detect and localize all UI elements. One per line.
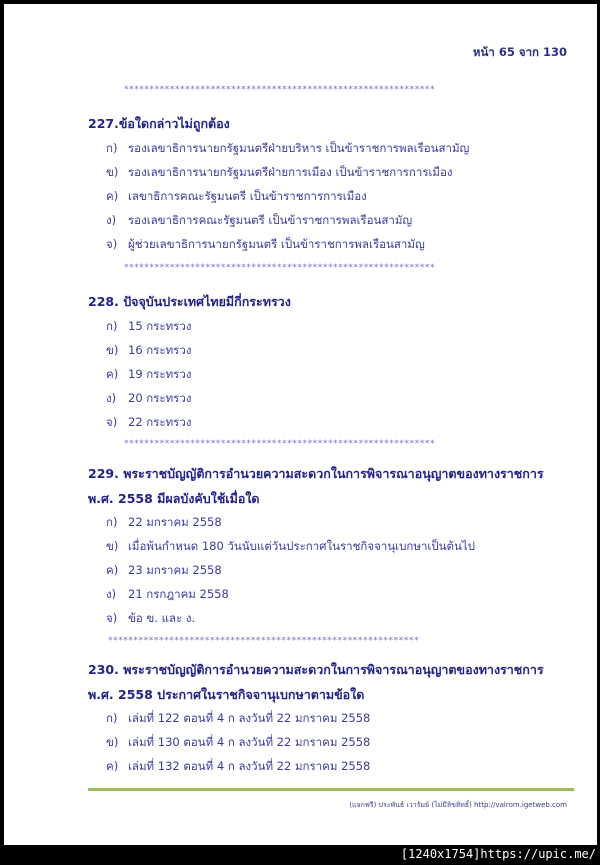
option: ง) 21 กรกฎาคม 2558: [106, 587, 229, 601]
option: ง) รองเลขาธิการคณะรัฐมนตรี เป็นข้าราชการพลเรือนสามัญ: [106, 213, 413, 227]
option: จ) ผู้ช่วยเลขาธิการนายกรัฐมนตรี เป็นข้าราชการพลเรือนสามัญ: [106, 237, 425, 251]
question-229-title-line2: พ.ศ. 2558 มีผลบังคับใช้เมื่อใด: [88, 491, 260, 506]
option: ค) เลขาธิการคณะรัฐมนตรี เป็นข้าราชการการเมือง: [106, 189, 367, 203]
separator: *************************************************************: [124, 85, 436, 95]
option: ก) 22 มกราคม 2558: [106, 515, 222, 529]
question-230-title-line1: 230. พระราชบัญญัติการอำนวยความสะดวกในการพิจารณาอนุญาตของทางราชการ: [88, 662, 544, 677]
question-229-title-line1: 229. พระราชบัญญัติการอำนวยความสะดวกในการพิจารณาอนุญาตของทางราชการ: [88, 466, 544, 481]
watermark: [1240x1754]https://upic.me/: [400, 847, 596, 861]
option: ค) 23 มกราคม 2558: [106, 563, 222, 577]
separator: *************************************************************: [108, 636, 420, 646]
separator: *************************************************************: [124, 439, 436, 449]
option: จ) ข้อ ข. และ ง.: [106, 611, 196, 625]
option: จ) 22 กระทรวง: [106, 415, 192, 429]
option: ข) รองเลขาธิการนายกรัฐมนตรีฝ่ายการเมือง เป็นข้าราชการการเมือง: [106, 165, 453, 179]
page-indicator: หน้า 65 จาก 130: [472, 45, 567, 59]
option: ข) เล่มที่ 130 ตอนที่ 4 ก ลงวันที่ 22 มกราคม 2558: [106, 735, 371, 749]
option: ก) 15 กระทรวง: [106, 319, 192, 333]
option: ข) 16 กระทรวง: [106, 343, 192, 357]
separator: *************************************************************: [124, 263, 436, 273]
question-228-title: 228. ปัจจุบันประเทศไทยมีกี่กระทรวง: [88, 294, 291, 309]
question-230-title-line2: พ.ศ. 2558 ประกาศในราชกิจจานุเบกษาตามข้อใด: [88, 687, 365, 702]
question-227-title: 227.ข้อใดกล่าวไม่ถูกต้อง: [88, 116, 230, 131]
option: ก) เล่มที่ 122 ตอนที่ 4 ก ลงวันที่ 22 มกราคม 2558: [106, 711, 371, 725]
option: ง) 20 กระทรวง: [106, 391, 192, 405]
footer-credit: (แจกฟรี) ประพันธ์ เวารัมย์ (ไม่มีลิขสิทธิ์) http://valrom.igetweb.com: [349, 801, 567, 809]
footer-divider: [88, 788, 574, 791]
document-page: [4, 4, 597, 845]
option: ข) เมื่อพ้นกำหนด 180 วันนับแต่วันประกาศในราชกิจจานุเบกษาเป็นต้นไป: [106, 539, 475, 553]
option: ค) 19 กระทรวง: [106, 367, 192, 381]
option: ก) รองเลขาธิการนายกรัฐมนตรีฝ่ายบริหาร เป็นข้าราชการพลเรือนสามัญ: [106, 141, 470, 155]
option: ค) เล่มที่ 132 ตอนที่ 4 ก ลงวันที่ 22 มกราคม 2558: [106, 759, 371, 773]
